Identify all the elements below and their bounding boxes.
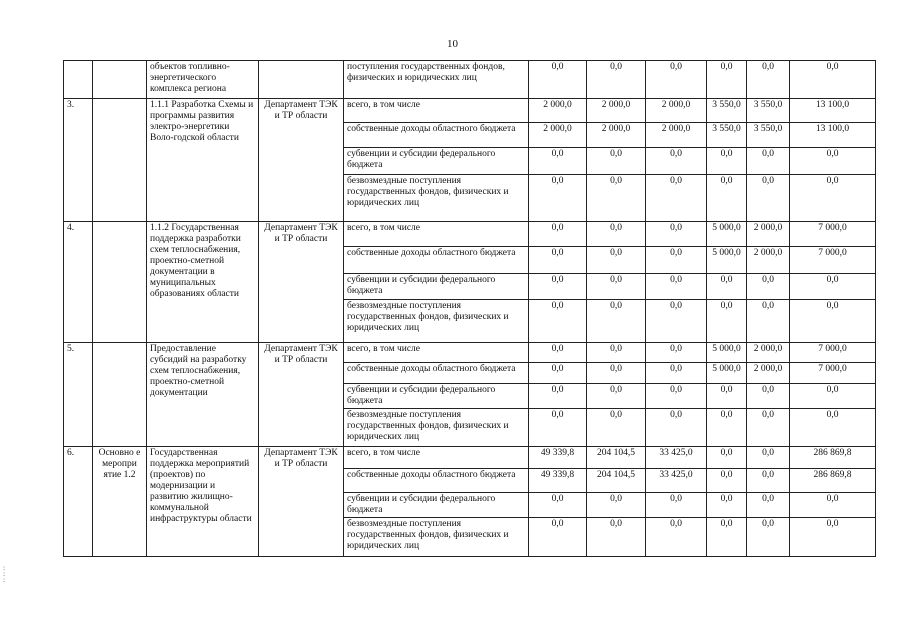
value-cell: 0,0 [529,222,587,247]
value-cell: 0,0 [529,493,587,518]
value-cell: 0,0 [646,363,707,384]
value-cell: 0,0 [646,343,707,363]
funding-source-cell: всего, в том числе [344,222,529,247]
funding-source-cell: субвенции и субсидии федерального бюджета [344,493,529,518]
value-cell: 0,0 [707,493,747,518]
value-cell: 0,0 [587,409,646,447]
value-cell: 0,0 [646,493,707,518]
value-cell: 0,0 [747,148,790,175]
value-cell: 0,0 [747,469,790,493]
value-cell: 0,0 [529,274,587,300]
value-cell: 0,0 [646,222,707,247]
value-cell: 0,0 [747,518,790,557]
total-cell: 13 100,0 [790,99,876,123]
value-cell: 49 339,8 [529,447,587,469]
table-row [64,343,876,363]
value-cell: 0,0 [747,300,790,343]
total-cell: 0,0 [790,384,876,409]
value-cell: 0,0 [707,175,747,222]
value-cell: 0,0 [529,363,587,384]
value-cell: 33 425,0 [646,469,707,493]
value-cell: 49 339,8 [529,469,587,493]
total-cell: 7 000,0 [790,363,876,384]
total-cell: 7 000,0 [790,247,876,274]
total-cell: 7 000,0 [790,343,876,363]
value-cell: 2 000,0 [747,343,790,363]
value-cell: 0,0 [529,343,587,363]
row-number-cell: 3. [64,99,93,222]
executor-cell [259,61,344,99]
row-number-cell: 6. [64,447,93,557]
value-cell: 3 550,0 [707,123,747,148]
value-cell: 2 000,0 [646,123,707,148]
funding-source-cell: собственные доходы областного бюджета [344,123,529,148]
budget-table [63,60,876,557]
total-cell: 0,0 [790,300,876,343]
measure-name-cell: Предоставление субсидий на разработку схем теплоснабжения, проектно-сметной документации [147,343,259,447]
value-cell: 0,0 [747,61,790,99]
value-cell: 0,0 [646,247,707,274]
measure-name-cell: 1.1.1 Разработка Схемы и программы развития электро-энергетики Воло-годской области [147,99,259,222]
executor-cell: Департамент ТЭК и ТР области [259,99,344,222]
value-cell: 0,0 [707,518,747,557]
value-cell: 0,0 [747,175,790,222]
value-cell: 2 000,0 [587,99,646,123]
page-number: 10 [447,38,458,50]
value-cell: 0,0 [587,343,646,363]
table-row [64,222,876,247]
value-cell: 0,0 [747,409,790,447]
value-cell: 0,0 [587,384,646,409]
value-cell: 0,0 [529,247,587,274]
value-cell: 0,0 [747,447,790,469]
funding-source-cell: всего, в том числе [344,447,529,469]
value-cell: 5 000,0 [707,222,747,247]
value-cell: 2 000,0 [529,123,587,148]
value-cell: 5 000,0 [707,247,747,274]
value-cell: 0,0 [529,148,587,175]
value-cell: 0,0 [587,222,646,247]
measure-name-cell: 1.1.2 Государственная поддержка разработки схем теплоснабжения, проектно-сметной документации в муниципальных образованиях области [147,222,259,343]
value-cell: 5 000,0 [707,343,747,363]
funding-source-cell: субвенции и субсидии федерального бюджета [344,274,529,300]
value-cell: 0,0 [587,300,646,343]
value-cell: 0,0 [707,469,747,493]
funding-source-cell: собственные доходы областного бюджета [344,363,529,384]
funding-source-cell: собственные доходы областного бюджета [344,247,529,274]
value-cell: 0,0 [529,61,587,99]
value-cell: 0,0 [587,175,646,222]
table-row [64,99,876,123]
value-cell: 0,0 [646,175,707,222]
value-cell: 0,0 [747,493,790,518]
value-cell: 0,0 [707,61,747,99]
value-cell: 0,0 [587,274,646,300]
table-row [64,447,876,469]
value-cell: 0,0 [646,384,707,409]
total-cell: 0,0 [790,148,876,175]
value-cell: 0,0 [707,300,747,343]
funding-source-cell: субвенции и субсидии федерального бюджета [344,384,529,409]
value-cell: 0,0 [707,274,747,300]
value-cell: 3 550,0 [747,99,790,123]
value-cell: 0,0 [747,384,790,409]
value-cell: 2 000,0 [646,99,707,123]
value-cell: 2 000,0 [587,123,646,148]
value-cell: 0,0 [587,247,646,274]
total-cell: 0,0 [790,61,876,99]
measure-name-cell: объектов топливно-энергетического комплекса региона [147,61,259,99]
program-cell [93,61,147,99]
funding-source-cell: собственные доходы областного бюджета [344,469,529,493]
row-number-cell [64,61,93,99]
row-number-cell: 5. [64,343,93,447]
value-cell: 2 000,0 [529,99,587,123]
funding-source-cell: безвозмездные поступления государственных фондов, физических и юридических лиц [344,518,529,557]
funding-source-cell: субвенции и субсидии федерального бюджета [344,148,529,175]
value-cell: 0,0 [646,518,707,557]
value-cell: 0,0 [646,61,707,99]
value-cell: 0,0 [529,175,587,222]
value-cell: 204 104,5 [587,469,646,493]
executor-cell: Департамент ТЭК и ТР области [259,222,344,343]
total-cell: 7 000,0 [790,222,876,247]
value-cell: 0,0 [646,409,707,447]
funding-source-cell: безвозмездные поступления государственных фондов, физических и юридических лиц [344,409,529,447]
program-cell: Основно е меропри ятие 1.2 [93,447,147,557]
total-cell: 13 100,0 [790,123,876,148]
value-cell: 0,0 [587,363,646,384]
value-cell: 0,0 [529,518,587,557]
scan-edge-mark: : : : [2,564,7,584]
value-cell: 0,0 [587,148,646,175]
value-cell: 0,0 [646,300,707,343]
total-cell: 0,0 [790,518,876,557]
value-cell: 0,0 [587,61,646,99]
total-cell: 0,0 [790,175,876,222]
value-cell: 3 550,0 [747,123,790,148]
value-cell: 0,0 [529,384,587,409]
value-cell: 0,0 [707,409,747,447]
value-cell: 0,0 [529,300,587,343]
value-cell: 0,0 [707,148,747,175]
total-cell: 286 869,8 [790,447,876,469]
value-cell: 3 550,0 [707,99,747,123]
value-cell: 0,0 [646,148,707,175]
value-cell: 0,0 [646,274,707,300]
value-cell: 2 000,0 [747,363,790,384]
executor-cell: Департамент ТЭК и ТР области [259,343,344,447]
table-body [64,61,876,557]
program-cell [93,343,147,447]
value-cell: 5 000,0 [707,363,747,384]
measure-name-cell: Государственная поддержка мероприятий (проектов) по модернизации и развитию жилищно-коммунальной инфраструктуры области [147,447,259,557]
value-cell: 0,0 [587,518,646,557]
table-row-continuation [64,61,876,99]
value-cell: 2 000,0 [747,247,790,274]
funding-source-cell: безвозмездные поступления государственных фондов, физических и юридических лиц [344,175,529,222]
program-cell [93,222,147,343]
value-cell: 204 104,5 [587,447,646,469]
executor-cell: Департамент ТЭК и ТР области [259,447,344,557]
funding-source-cell: всего, в том числе [344,99,529,123]
value-cell: 0,0 [747,274,790,300]
total-cell: 286 869,8 [790,469,876,493]
total-cell: 0,0 [790,274,876,300]
row-number-cell: 4. [64,222,93,343]
value-cell: 2 000,0 [747,222,790,247]
program-cell [93,99,147,222]
value-cell: 0,0 [529,409,587,447]
funding-source-cell: поступления государственных фондов, физических и юридических лиц [344,61,529,99]
value-cell: 0,0 [707,447,747,469]
value-cell: 33 425,0 [646,447,707,469]
total-cell: 0,0 [790,409,876,447]
value-cell: 0,0 [707,384,747,409]
funding-source-cell: безвозмездные поступления государственных фондов, физических и юридических лиц [344,300,529,343]
value-cell: 0,0 [587,493,646,518]
funding-source-cell: всего, в том числе [344,343,529,363]
total-cell: 0,0 [790,493,876,518]
